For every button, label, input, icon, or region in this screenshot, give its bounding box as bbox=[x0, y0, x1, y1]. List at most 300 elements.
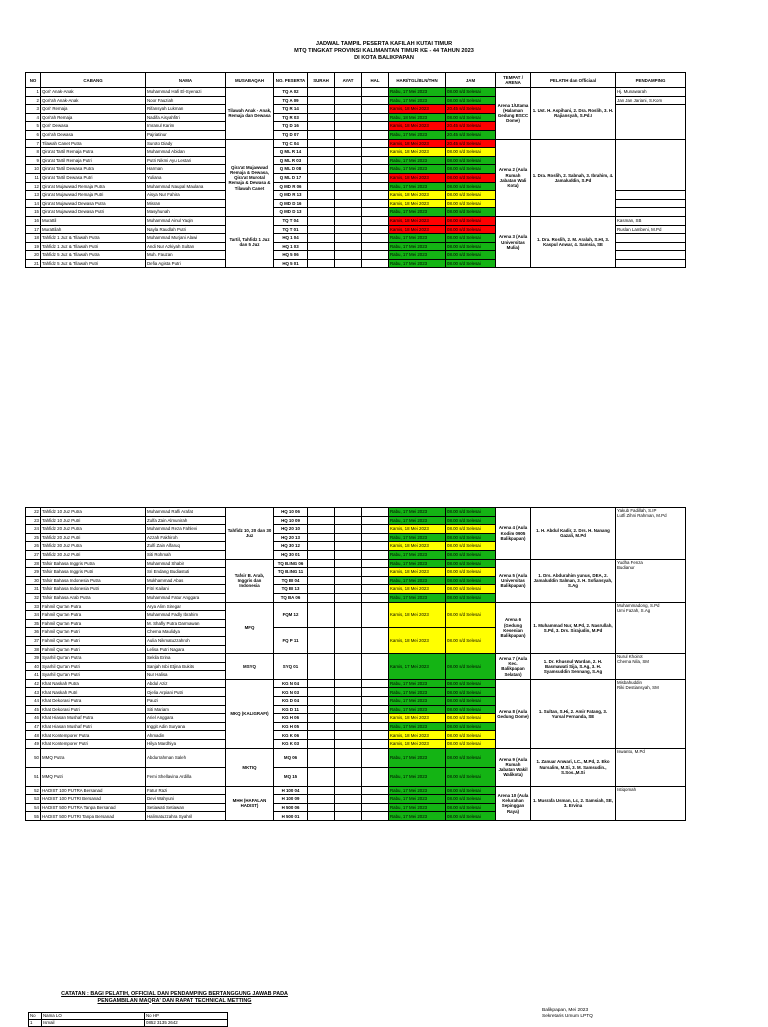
pendamping-1: Yakub Fadillah, S.IP bbox=[617, 508, 657, 513]
row-number: 23 bbox=[26, 516, 41, 525]
row-peserta: FQM 12 bbox=[274, 602, 308, 628]
group-pendamping bbox=[616, 786, 686, 820]
group-pendamping bbox=[616, 602, 686, 654]
row-cabang: Qori'ah Remaja bbox=[41, 113, 146, 122]
row-date: Kamis, 18 Mei 2023 bbox=[389, 740, 446, 749]
row-pendamping: Kasman, SB bbox=[616, 216, 686, 225]
row-cabang: Fahmil Qur'an Putra bbox=[41, 602, 146, 611]
row-number: 42 bbox=[26, 679, 41, 688]
row-surah bbox=[308, 697, 335, 706]
row-ayat bbox=[335, 576, 362, 585]
row-ayat bbox=[335, 705, 362, 714]
lo-header-hp: No HP bbox=[145, 1013, 228, 1020]
row-hal bbox=[362, 122, 389, 131]
group-pelatih: 1. Muhammad Nur, M.Pd, 2. Nasrullah, S.Pd, 3. Drs. Sirajudin, M.Pd bbox=[531, 602, 616, 654]
row-number: 33 bbox=[26, 602, 41, 611]
row-peserta: HQ 1 04 bbox=[274, 234, 308, 243]
row-number: 40 bbox=[26, 662, 41, 671]
row-hal bbox=[362, 585, 389, 594]
row-hal bbox=[362, 705, 389, 714]
row-date: Kamis, 18 Mei 2023 bbox=[389, 216, 446, 225]
row-hal bbox=[362, 628, 389, 654]
group-pelatih: 1. Dra. Roslih, 2. Sabnah, 3. Ibrahim, 4. Jamaluddin, S.Pd bbox=[531, 139, 616, 216]
row-nama: Siti Mariam bbox=[146, 705, 226, 714]
row-ayat bbox=[335, 525, 362, 534]
column-header: MUSABAQAH bbox=[226, 73, 274, 88]
row-cabang: Tafsir Bahasa Inggris Putri bbox=[41, 568, 146, 577]
row-surah bbox=[308, 105, 335, 114]
row-surah bbox=[308, 259, 335, 268]
pendamping-2: Umi Fazah, S.Ag bbox=[617, 607, 651, 613]
row-pendamping: Hj. Munawarah bbox=[616, 88, 686, 97]
row-surah bbox=[308, 113, 335, 122]
row-surah bbox=[308, 88, 335, 97]
row-date: Rabu, 17 Mei 2023 bbox=[389, 786, 446, 795]
row-nama: Aulia Nikmatuzzahroh bbox=[146, 636, 226, 645]
row-time: 08.00 s/d Selesai bbox=[446, 740, 496, 749]
row-surah bbox=[308, 688, 335, 697]
row-number: 24 bbox=[26, 525, 41, 534]
row-hal bbox=[362, 748, 389, 767]
row-nama: Muhammad Murjani Alawi bbox=[146, 234, 226, 243]
row-cabang: HADIST 500 PUTRI Tanpa Bersanad bbox=[41, 812, 146, 821]
table-row bbox=[26, 508, 686, 517]
row-surah bbox=[308, 251, 335, 260]
row-surah bbox=[308, 593, 335, 602]
group-pelatih: 1. Sultan, S.Hi, 2. Amir Fatang, 3. Yursal Fernanda, SE bbox=[531, 679, 616, 748]
column-header: HARI/TGL/BLN/THN bbox=[389, 73, 446, 88]
row-ayat bbox=[335, 654, 362, 680]
row-hal bbox=[362, 767, 389, 786]
group-pendamping bbox=[616, 679, 686, 748]
table-row bbox=[26, 216, 686, 225]
row-time: 08.00 s/d Selesai bbox=[446, 525, 496, 534]
row-time: 08.00 s/d Selesai bbox=[446, 96, 496, 105]
row-date: Rabu, 17 Mei 2023 bbox=[389, 130, 446, 139]
row-ayat bbox=[335, 803, 362, 812]
signature-title: Sekretaris Umum LPTQ bbox=[542, 1014, 593, 1019]
pendamping-1: Nurul Khoirot bbox=[617, 654, 643, 660]
row-peserta: FQ P 11 bbox=[274, 628, 308, 654]
row-time: 08.00 s/d Selesai bbox=[446, 593, 496, 602]
row-nama: Misran bbox=[146, 199, 226, 208]
table-row bbox=[26, 679, 686, 688]
schedule-table-2 bbox=[25, 507, 686, 821]
row-nama: Pauzi bbox=[146, 697, 226, 706]
row-hal bbox=[362, 242, 389, 251]
row-pendamping bbox=[616, 234, 686, 243]
row-peserta: HQ 1 03 bbox=[274, 242, 308, 251]
row-cabang: Fahmil Qur'an Putra bbox=[41, 619, 146, 628]
row-cabang: Qori' Anak-Anak bbox=[41, 88, 146, 97]
row-time: 08.00 s/d Selesai bbox=[446, 208, 496, 217]
row-hal bbox=[362, 740, 389, 749]
row-ayat bbox=[335, 234, 362, 243]
row-peserta: MQ 06 bbox=[274, 748, 308, 767]
row-hal bbox=[362, 88, 389, 97]
column-header: JAM bbox=[446, 73, 496, 88]
row-ayat bbox=[335, 139, 362, 148]
row-cabang: Tahfidz 30 Juz Putri bbox=[41, 550, 146, 559]
row-nama: Hilya Mardhiya bbox=[146, 740, 226, 749]
row-ayat bbox=[335, 722, 362, 731]
row-surah bbox=[308, 130, 335, 139]
row-nama: Zulfi Zain Alfaruq bbox=[146, 542, 226, 551]
row-time: 08.00 s/d Selesai bbox=[446, 705, 496, 714]
row-cabang: Khat Hiasan Mushaf Putra bbox=[41, 714, 146, 723]
row-date: Kamis, 18 Mei 2023 bbox=[389, 139, 446, 148]
row-ayat bbox=[335, 182, 362, 191]
row-ayat bbox=[335, 602, 362, 628]
row-number: 51 bbox=[26, 767, 41, 786]
row-surah bbox=[308, 139, 335, 148]
row-number: 25 bbox=[26, 533, 41, 542]
row-hal bbox=[362, 593, 389, 602]
row-time: 08.00 s/d Selesai bbox=[446, 191, 496, 200]
row-hal bbox=[362, 722, 389, 731]
row-time: 08.00 s/d Selesai bbox=[446, 767, 496, 786]
row-pendamping bbox=[616, 251, 686, 260]
row-number: 6 bbox=[26, 130, 41, 139]
row-nama: Suroto Diady bbox=[146, 139, 226, 148]
row-nama: Pajriatinur bbox=[146, 130, 226, 139]
row-ayat bbox=[335, 568, 362, 577]
row-cabang: Qori' Remaja bbox=[41, 105, 146, 114]
row-hal bbox=[362, 113, 389, 122]
row-peserta: HQ 10 06 bbox=[274, 508, 308, 517]
row-number: 32 bbox=[26, 593, 41, 602]
row-pendamping bbox=[616, 208, 686, 217]
row-time: 08.00 s/d Selesai bbox=[446, 786, 496, 795]
row-date: Kamis, 18 Mei 2023 bbox=[389, 602, 446, 628]
column-header: NO. PESERTA bbox=[274, 73, 308, 88]
row-surah bbox=[308, 173, 335, 182]
row-ayat bbox=[335, 122, 362, 131]
group-tempat: Arena 7 (Aula Kec. Balikpapan Selatan) bbox=[496, 654, 531, 680]
row-number: 20 bbox=[26, 251, 41, 260]
group-musabaqah: Tahfidz 10, 20 dan 30 Juz bbox=[226, 508, 274, 560]
row-date: Kamis, 18 Mei 2023 bbox=[389, 585, 446, 594]
row-surah bbox=[308, 795, 335, 804]
row-cabang: Tafsir Bahasa Indonesia Putra bbox=[41, 576, 146, 585]
column-header: NAMA bbox=[146, 73, 226, 88]
row-surah bbox=[308, 722, 335, 731]
title-line-2: MTQ TINGKAT PROVINSI KALIMANTAN TIMUR KE - 44 TAHUN 2023 bbox=[294, 48, 474, 54]
table-header-row bbox=[26, 73, 686, 88]
row-peserta: TQ BI 13 bbox=[274, 585, 308, 594]
row-peserta: TQ A 02 bbox=[274, 88, 308, 97]
row-cabang: Qira'at Mujawwad Dewasa Putra bbox=[41, 199, 146, 208]
row-number: 13 bbox=[26, 191, 41, 200]
row-surah bbox=[308, 740, 335, 749]
row-time: 08.00 s/d Selesai bbox=[446, 251, 496, 260]
group-musabaqah: MHH (HAFALAN HADIST) bbox=[226, 786, 274, 820]
row-hal bbox=[362, 568, 389, 577]
row-number: 43 bbox=[26, 688, 41, 697]
row-date: Rabu, 17 Mei 2023 bbox=[389, 679, 446, 688]
row-time: 08.00 s/d Selesai bbox=[446, 550, 496, 559]
row-time: 08.00 s/d Selesai bbox=[446, 533, 496, 542]
row-time: 08.00 s/d Selesai bbox=[446, 568, 496, 577]
row-surah bbox=[308, 148, 335, 157]
row-hal bbox=[362, 105, 389, 114]
row-peserta: TQ R 03 bbox=[274, 113, 308, 122]
row-time: 08.00 s/d Selesai bbox=[446, 508, 496, 517]
column-header: NO bbox=[26, 73, 41, 88]
row-hal bbox=[362, 559, 389, 568]
row-ayat bbox=[335, 148, 362, 157]
row-ayat bbox=[335, 812, 362, 821]
row-nama: Femi Shellavina Ardilla bbox=[146, 767, 226, 786]
row-surah bbox=[308, 234, 335, 243]
row-time: 08.00 s/d Selesai bbox=[446, 812, 496, 821]
row-time: 08.00 s/d Selesai bbox=[446, 748, 496, 767]
table-row bbox=[26, 139, 686, 148]
row-peserta: TQ BI 04 bbox=[274, 576, 308, 585]
row-date: Kamis, 18 Mei 2023 bbox=[389, 568, 446, 577]
row-nama: Ahmadin bbox=[146, 731, 226, 740]
row-peserta: TQ A 09 bbox=[274, 96, 308, 105]
row-peserta: TQ C 04 bbox=[274, 139, 308, 148]
row-ayat bbox=[335, 225, 362, 234]
lo-table bbox=[28, 1012, 228, 1027]
row-date: Rabu, 17 Mei 2023 bbox=[389, 795, 446, 804]
group-tempat: Arena 4 (Aula Kodim 0905 Balikpapan) bbox=[496, 508, 531, 560]
row-peserta: Q MD R 06 bbox=[274, 182, 308, 191]
row-hal bbox=[362, 208, 389, 217]
row-nama: Noor Fauziah bbox=[146, 96, 226, 105]
row-cabang: Qori'ah Dewasa bbox=[41, 130, 146, 139]
row-cabang: Syarhil Qur'an Putra bbox=[41, 654, 146, 663]
row-cabang: Fahmil Qur'an Putri bbox=[41, 636, 146, 645]
row-nama: Muhammad Reza Fahlevi bbox=[146, 525, 226, 534]
row-number: 44 bbox=[26, 697, 41, 706]
row-number: 18 bbox=[26, 234, 41, 243]
lo-row-hp: 0852 3135 2642 bbox=[145, 1020, 228, 1027]
row-time: 08.00 s/d Selesai bbox=[446, 242, 496, 251]
row-hal bbox=[362, 234, 389, 243]
row-hal bbox=[362, 508, 389, 517]
row-peserta: HQ 30 01 bbox=[274, 550, 308, 559]
row-ayat bbox=[335, 242, 362, 251]
row-cabang: Tahfidz 10 Juz Putra bbox=[41, 508, 146, 517]
row-hal bbox=[362, 812, 389, 821]
row-date: Rabu, 17 Mei 2023 bbox=[389, 234, 446, 243]
pendamping-2: Riki Destiansyah, SM bbox=[617, 685, 659, 691]
column-header: HAL bbox=[362, 73, 389, 88]
row-surah bbox=[308, 156, 335, 165]
row-nama: Arya Alim Siregar bbox=[146, 602, 226, 611]
row-time: 20.45 s/d Selesai bbox=[446, 105, 496, 114]
row-hal bbox=[362, 803, 389, 812]
row-hal bbox=[362, 216, 389, 225]
row-time: 08.00 s/d Selesai bbox=[446, 225, 496, 234]
row-number: 1 bbox=[26, 88, 41, 97]
row-nama: Abdurrahman Saleh bbox=[146, 748, 226, 767]
row-number: 22 bbox=[26, 508, 41, 517]
group-musabaqah: MKTIQ bbox=[226, 748, 274, 786]
table-row bbox=[26, 654, 686, 663]
row-date: Kamis, 18 Mei 2023 bbox=[389, 714, 446, 723]
group-pelatih: 1. Dr. Khusnul Wardan, 2. H. Basmawati Sija, S.Ag, 3. H. Syamsuddin Sennang, S.Ag bbox=[531, 654, 616, 680]
row-nama: Ojelia Arpiani Putri bbox=[146, 688, 226, 697]
row-hal bbox=[362, 199, 389, 208]
group-musabaqah: MKQ (KALIGRAFI) bbox=[226, 679, 274, 748]
row-date: Kamis, 18 Mei 2023 bbox=[389, 731, 446, 740]
row-cabang: Fahmil Qur'an Putra bbox=[41, 611, 146, 620]
row-date: Kamis, 18 Mei 2023 bbox=[389, 191, 446, 200]
row-cabang: Qira'at Tartil Dewasa Putri bbox=[41, 173, 146, 182]
row-ayat bbox=[335, 559, 362, 568]
row-number: 15 bbox=[26, 208, 41, 217]
row-number: 35 bbox=[26, 619, 41, 628]
row-date: Rabu, 17 Mei 2023 bbox=[389, 767, 446, 786]
row-hal bbox=[362, 148, 389, 157]
row-hal bbox=[362, 156, 389, 165]
row-ayat bbox=[335, 516, 362, 525]
column-header: AYAT bbox=[335, 73, 362, 88]
row-ayat bbox=[335, 740, 362, 749]
row-cabang: Tafsir Bahasa Arab Putra bbox=[41, 593, 146, 602]
row-nama: Muh. Fauzan bbox=[146, 251, 226, 260]
row-peserta: TQ D 16 bbox=[274, 122, 308, 131]
row-time: 08.00 s/d Selesai bbox=[446, 803, 496, 812]
row-number: 52 bbox=[26, 786, 41, 795]
row-nama: Lelisa Putri Nagara bbox=[146, 645, 226, 654]
row-time: 08.00 s/d Selesai bbox=[446, 731, 496, 740]
row-cabang: Khat Kontemporer Putri bbox=[41, 740, 146, 749]
row-pendamping bbox=[616, 191, 686, 200]
row-peserta: KG K 03 bbox=[274, 740, 308, 749]
row-hal bbox=[362, 542, 389, 551]
row-ayat bbox=[335, 585, 362, 594]
row-nama: Muhammad Ainul Yaqin bbox=[146, 216, 226, 225]
pendamping-1: Misbahuddin bbox=[617, 679, 642, 685]
row-surah bbox=[308, 559, 335, 568]
row-peserta: KG D 04 bbox=[274, 697, 308, 706]
row-ayat bbox=[335, 550, 362, 559]
row-number: 3 bbox=[26, 105, 41, 114]
row-ayat bbox=[335, 767, 362, 786]
row-time: 08.00 s/d Selesai bbox=[446, 602, 496, 628]
row-time: 20.45 s/d Selesai bbox=[446, 139, 496, 148]
row-cabang: Qori' Dewasa bbox=[41, 122, 146, 131]
row-peserta: TQ B.ING 11 bbox=[274, 568, 308, 577]
row-date: Rabu, 17 Mei 2023 bbox=[389, 576, 446, 585]
table-row bbox=[26, 602, 686, 611]
row-time: 08.00 s/d Selesai bbox=[446, 156, 496, 165]
row-date: Rabu, 17 Mei 2023 bbox=[389, 259, 446, 268]
row-hal bbox=[362, 173, 389, 182]
catatan-note: CATATAN : BAGI PELATIH, OFFICIAL DAN PENDAMPING BERTANGGUNG JAWAB PADA PENGAMBILAN MAQRA' DAN RAPAT TECHNICAL METTING bbox=[61, 991, 288, 1004]
group-pendamping bbox=[616, 654, 686, 680]
row-peserta: HQ 5 06 bbox=[274, 251, 308, 260]
row-surah bbox=[308, 748, 335, 767]
row-cabang: Fahmil Qur'an Putri bbox=[41, 628, 146, 637]
row-cabang: Qira'at Tartil Remaja Putri bbox=[41, 156, 146, 165]
row-surah bbox=[308, 216, 335, 225]
row-time: 08.00 s/d Selesai bbox=[446, 559, 496, 568]
row-ayat bbox=[335, 130, 362, 139]
row-surah bbox=[308, 679, 335, 688]
row-hal bbox=[362, 525, 389, 534]
row-date: Rabu, 17 Mei 2023 bbox=[389, 533, 446, 542]
row-peserta: TQ T 04 bbox=[274, 216, 308, 225]
row-ayat bbox=[335, 593, 362, 602]
row-time: 08.00 s/d Selesai bbox=[446, 576, 496, 585]
row-peserta: KG N 04 bbox=[274, 679, 308, 688]
row-cabang: Murattilah bbox=[41, 225, 146, 234]
row-hal bbox=[362, 165, 389, 174]
row-date: Rabu, 17 Mei 2023 bbox=[389, 508, 446, 517]
row-number: 10 bbox=[26, 165, 41, 174]
row-number: 55 bbox=[26, 812, 41, 821]
column-header: TEMPAT / ARENA bbox=[496, 73, 531, 88]
pendamping-1: Istiqomah bbox=[617, 786, 637, 792]
row-peserta: HQ 20 10 bbox=[274, 525, 308, 534]
row-date: Rabu, 17 Mei 2023 bbox=[389, 559, 446, 568]
title-line-3: DI KOTA BALIKPAPAN bbox=[354, 55, 414, 61]
row-date: Kamis, 18 Mei 2023 bbox=[389, 628, 446, 654]
row-ayat bbox=[335, 786, 362, 795]
row-nama: Sri Endang Budiastuti bbox=[146, 568, 226, 577]
row-date: Rabu, 17 Mei 2023 bbox=[389, 96, 446, 105]
row-cabang: Khat Hiasan Mushaf Putri bbox=[41, 722, 146, 731]
row-hal bbox=[362, 576, 389, 585]
row-date: Kamis, 18 Mei 2023 bbox=[389, 199, 446, 208]
row-peserta: Q ML D 17 bbox=[274, 173, 308, 182]
row-surah bbox=[308, 182, 335, 191]
row-ayat bbox=[335, 628, 362, 654]
row-peserta: H 100 04 bbox=[274, 786, 308, 795]
row-date: Rabu, 17 Mei 2023 bbox=[389, 705, 446, 714]
row-peserta: KG N 03 bbox=[274, 688, 308, 697]
row-nama: Devi Wahyuni bbox=[146, 795, 226, 804]
row-cabang: Tilawah Canet Putra bbox=[41, 139, 146, 148]
row-surah bbox=[308, 705, 335, 714]
row-nama: Zulfa Zain Almunirah bbox=[146, 516, 226, 525]
row-cabang: MMQ Putri bbox=[41, 767, 146, 786]
row-ayat bbox=[335, 251, 362, 260]
row-date: Rabu, 17 Mei 2023 bbox=[389, 251, 446, 260]
group-musabaqah: Qira'at Mujawwad Remaja & Dewasa, Qira'at Murotal Remaja & Dewasa & Tilawah Canet bbox=[226, 139, 274, 216]
row-ayat bbox=[335, 679, 362, 688]
row-surah bbox=[308, 165, 335, 174]
group-pelatih: 1. H. Abdul Kadir, 2. Drs. H. Nanang Gazali, M.Pd bbox=[531, 508, 616, 560]
row-date: Rabu, 17 Mei 2023 bbox=[389, 812, 446, 821]
row-peserta: Q MD R 13 bbox=[274, 191, 308, 200]
row-number: 30 bbox=[26, 576, 41, 585]
row-date: Kamis, 18 Mei 2023 bbox=[389, 173, 446, 182]
row-date: Kamis, 18 Mei 2023 bbox=[389, 525, 446, 534]
row-hal bbox=[362, 714, 389, 723]
row-time: 08.00 s/d Selesai bbox=[446, 516, 496, 525]
row-ayat bbox=[335, 199, 362, 208]
row-time: 08.00 s/d Selesai bbox=[446, 654, 496, 680]
row-date: Rabu, 17 Mei 2023 bbox=[389, 182, 446, 191]
group-pendamping bbox=[616, 559, 686, 602]
row-hal bbox=[362, 550, 389, 559]
row-time: 08.00 s/d Selesai bbox=[446, 542, 496, 551]
row-cabang: Fahmil Qur'an Putri bbox=[41, 645, 146, 654]
row-peserta: MQ 15 bbox=[274, 767, 308, 786]
row-ayat bbox=[335, 88, 362, 97]
group-pelatih: 1. Drs. Abdurahim yunus, DEA, 2. Jamaluddin Salman, 3. H. Sofiansyah, S.Ag bbox=[531, 559, 616, 602]
row-nama: Muhammad Naupal Maulana bbox=[146, 182, 226, 191]
row-cabang: Syarhil Qur'an Putri bbox=[41, 662, 146, 671]
row-date: Rabu, 17 Mei 2023 bbox=[389, 688, 446, 697]
row-peserta: Q MD D 16 bbox=[274, 199, 308, 208]
